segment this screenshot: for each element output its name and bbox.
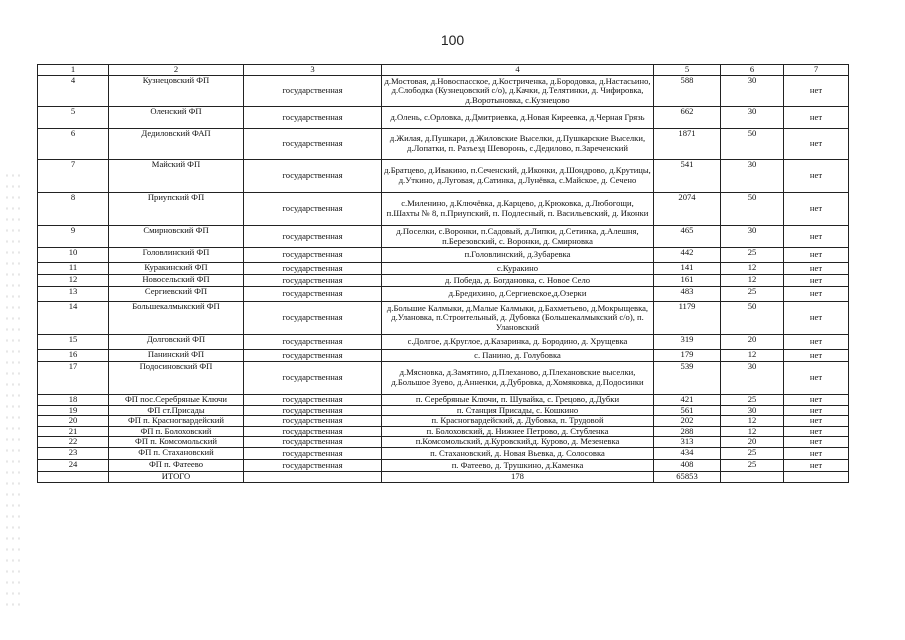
table-cell-facility-name: ФП п. Болоховский: [109, 426, 244, 437]
table-cell-ownership: государственная: [244, 426, 382, 437]
table-cell-population: 141: [654, 263, 721, 275]
table-cell-facility-name: Головлинский ФП: [109, 248, 244, 263]
table-cell-facility-name: ФП п. Фатеево: [109, 459, 244, 471]
table-cell-number: 13: [38, 287, 109, 302]
table-cell-number: 23: [38, 447, 109, 459]
table-cell-ownership: государственная: [244, 437, 382, 448]
table-cell-facility-name: Большекалмыкский ФП: [109, 302, 244, 335]
table-cell-distance: 25: [721, 395, 784, 406]
table-cell-ownership: государственная: [244, 275, 382, 287]
table-cell-settlements: д.Большие Калмыки, д.Малые Калмыки, д.Бахметьево, д.Мокрыщевка, д.Улановка, п.Строительный, д. Дубовка (Большекалмыкский с/о), п. Улановский: [382, 302, 654, 335]
table-cell-flag: нет: [784, 447, 849, 459]
table-row: [38, 275, 849, 287]
table-row: [38, 335, 849, 350]
table-cell-empty: [38, 471, 109, 482]
table-cell-number: 12: [38, 275, 109, 287]
table-cell-flag: нет: [784, 395, 849, 406]
table-cell-facility-name: Приупский ФП: [109, 193, 244, 226]
table-cell-settlements: д.Олень, с.Орловка, д.Дмитриевка, д.Новая Киреевка, д.Черная Грязь: [382, 107, 654, 129]
table-cell-flag: нет: [784, 76, 849, 107]
table-cell-settlements: п.Комсомольский, д.Куровский,д. Курово, д. Мезеневка: [382, 437, 654, 448]
table-cell-settlements: п. Фатеево, д. Трушкино, д.Каменка: [382, 459, 654, 471]
total-population: 65853: [654, 471, 721, 482]
table-row: [38, 405, 849, 416]
table-cell-distance: 30: [721, 226, 784, 248]
table-cell-ownership: государственная: [244, 263, 382, 275]
table-cell-ownership: государственная: [244, 416, 382, 427]
table-cell-population: 161: [654, 275, 721, 287]
table-cell-flag: нет: [784, 248, 849, 263]
table-cell-distance: 25: [721, 459, 784, 471]
table-cell-ownership: государственная: [244, 335, 382, 350]
table-cell-settlements: д.Бредихино, д.Сергиевское,д.Озерки: [382, 287, 654, 302]
table-cell-settlements: п. Болоховский, д. Нижнее Петрово, д. Стубленка: [382, 426, 654, 437]
table-row: [38, 107, 849, 129]
table-cell-distance: 25: [721, 248, 784, 263]
table-cell-population: 541: [654, 160, 721, 193]
table-cell-settlements: с.Миленино, д.Ключёвка, д.Карцево, д.Крюковка, д.Любогощи, п.Шахты № 8, п.Приупский, п. Подлесный, п. Васильевский, д. Иконки: [382, 193, 654, 226]
table-cell-flag: нет: [784, 226, 849, 248]
table-cell-flag: нет: [784, 405, 849, 416]
table-cell-ownership: государственная: [244, 129, 382, 160]
table-cell-settlements: п. Стахановский, д. Новая Вьевка, д. Солосовка: [382, 447, 654, 459]
table-cell-number: 10: [38, 248, 109, 263]
table-cell-distance: 50: [721, 302, 784, 335]
table-cell-population: 2074: [654, 193, 721, 226]
header-cell: 6: [721, 65, 784, 76]
table-cell-distance: 25: [721, 447, 784, 459]
table-cell-facility-name: Подосиновский ФП: [109, 362, 244, 395]
table-cell-facility-name: Майский ФП: [109, 160, 244, 193]
table-cell-flag: нет: [784, 459, 849, 471]
table-cell-ownership: государственная: [244, 350, 382, 362]
table-cell-number: 21: [38, 426, 109, 437]
table-cell-number: 4: [38, 76, 109, 107]
table-cell-facility-name: ФП п. Красногвардейский: [109, 416, 244, 427]
table-cell-ownership: государственная: [244, 248, 382, 263]
header-cell: 2: [109, 65, 244, 76]
table-cell-ownership: государственная: [244, 160, 382, 193]
table-cell-number: 24: [38, 459, 109, 471]
table-row: [38, 129, 849, 160]
table-cell-settlements: п. Станция Присады, с. Кошкино: [382, 405, 654, 416]
table-cell-facility-name: Дедиловский ФАП: [109, 129, 244, 160]
table-cell-settlements: п. Красногвардейский, д. Дубовка, п. Трудовой: [382, 416, 654, 427]
table-row: [38, 76, 849, 107]
table-row: [38, 302, 849, 335]
table-cell-facility-name: Смирновский ФП: [109, 226, 244, 248]
table-cell-population: 408: [654, 459, 721, 471]
table-cell-population: 561: [654, 405, 721, 416]
table-row: [38, 426, 849, 437]
table-cell-distance: 50: [721, 129, 784, 160]
table-cell-population: 1179: [654, 302, 721, 335]
table-cell-population: 319: [654, 335, 721, 350]
scan-margin-specks: [4, 170, 24, 610]
header-row: [38, 65, 849, 76]
table-cell-population: 662: [654, 107, 721, 129]
table-cell-flag: нет: [784, 350, 849, 362]
table-row: [38, 416, 849, 427]
table-cell-facility-name: ФП пос.Серебряные Ключи: [109, 395, 244, 406]
facility-table: [37, 64, 849, 483]
table-cell-flag: нет: [784, 287, 849, 302]
table-cell-number: 20: [38, 416, 109, 427]
table-cell-facility-name: Оленский ФП: [109, 107, 244, 129]
table-cell-settlements: д.Мясновка, д.Замятино, д.Плеханово, д.Плехановские выселки, д.Большое Зуево, д.Анненки, д.Дубровка, д.Хомяковка, д.Подосинки: [382, 362, 654, 395]
table-cell-distance: 20: [721, 335, 784, 350]
header-cell: 7: [784, 65, 849, 76]
header-cell: 1: [38, 65, 109, 76]
table-cell-facility-name: Куракинский ФП: [109, 263, 244, 275]
table-cell-number: 8: [38, 193, 109, 226]
table-cell-ownership: государственная: [244, 302, 382, 335]
total-label: ИТОГО: [109, 471, 244, 482]
table-row: [38, 226, 849, 248]
table-cell-population: 442: [654, 248, 721, 263]
table-cell-settlements: д.Поселки, с.Воронки, п.Садовый, д.Липки, д.Сетинка, д.Алешня, п.Березовский, с. Воронки, д. Смирновка: [382, 226, 654, 248]
header-cell: 4: [382, 65, 654, 76]
table-cell-flag: нет: [784, 263, 849, 275]
table-cell-settlements: д.Братцево, д.Ивакино, п.Сеченский, д.Иконки, д.Шондрово, д.Крутицы, д.Уткино, д.Луговая, д.Сатинка, д.Лунёвка, с.Майское, д. Сечено: [382, 160, 654, 193]
table-cell-settlements: д.Мостовая, д.Новоспасское, д.Костриченка, д.Бородовка, д.Настасьино, д.Слободка (Кузнецовский с/о), д.Качки, д.Телятинки, д. Чифировка, д.Воротыновка, с.Кузнецово: [382, 76, 654, 107]
table-cell-flag: нет: [784, 302, 849, 335]
table-cell-empty: [784, 471, 849, 482]
table-cell-distance: 50: [721, 193, 784, 226]
table-cell-ownership: государственная: [244, 395, 382, 406]
table-cell-distance: 12: [721, 350, 784, 362]
table-cell-ownership: государственная: [244, 193, 382, 226]
table-row: [38, 459, 849, 471]
table-cell-number: 22: [38, 437, 109, 448]
table-cell-facility-name: Долговский ФП: [109, 335, 244, 350]
table-cell-facility-name: Сергиевский ФП: [109, 287, 244, 302]
table-cell-number: 5: [38, 107, 109, 129]
page-number: 100: [440, 32, 465, 48]
table-cell-population: 179: [654, 350, 721, 362]
table-cell-population: 288: [654, 426, 721, 437]
table-cell-facility-name: Панинский ФП: [109, 350, 244, 362]
table-cell-number: 9: [38, 226, 109, 248]
table-cell-ownership: государственная: [244, 226, 382, 248]
table-cell-number: 7: [38, 160, 109, 193]
table-cell-ownership: государственная: [244, 459, 382, 471]
table-cell-number: 18: [38, 395, 109, 406]
table-cell-settlements: д.Жилая, д.Пушкари, д.Жиловские Выселки, д.Пушкарские Выселки, д.Лопатки, п. Разъезд Шеворонь, с.Дедилово, п.Зареченский: [382, 129, 654, 160]
table-cell-flag: нет: [784, 362, 849, 395]
header-cell: 3: [244, 65, 382, 76]
table-cell-number: 17: [38, 362, 109, 395]
table-cell-number: 19: [38, 405, 109, 416]
table-cell-flag: нет: [784, 193, 849, 226]
table-cell-empty: [244, 471, 382, 482]
table-cell-distance: 30: [721, 160, 784, 193]
table-cell-facility-name: Кузнецовский ФП: [109, 76, 244, 107]
table-cell-settlements: п.Головлинский, д.Зубаревка: [382, 248, 654, 263]
table-row: [38, 350, 849, 362]
table-cell-flag: нет: [784, 107, 849, 129]
table-cell-number: 14: [38, 302, 109, 335]
table-cell-population: 483: [654, 287, 721, 302]
table-cell-distance: 20: [721, 437, 784, 448]
table-cell-ownership: государственная: [244, 107, 382, 129]
table-row: [38, 287, 849, 302]
table-cell-distance: 30: [721, 405, 784, 416]
table-cell-distance: 12: [721, 416, 784, 427]
table-cell-number: 6: [38, 129, 109, 160]
table-cell-number: 15: [38, 335, 109, 350]
table-row: [38, 447, 849, 459]
total-settlements-count: 178: [382, 471, 654, 482]
table-cell-ownership: государственная: [244, 362, 382, 395]
table-row: [38, 248, 849, 263]
table-cell-distance: 12: [721, 263, 784, 275]
table-cell-facility-name: ФП п. Стахановский: [109, 447, 244, 459]
table-cell-distance: 30: [721, 76, 784, 107]
table-cell-number: 16: [38, 350, 109, 362]
table-cell-ownership: государственная: [244, 76, 382, 107]
table-cell-distance: 12: [721, 426, 784, 437]
table-row: [38, 437, 849, 448]
table-cell-ownership: государственная: [244, 447, 382, 459]
table-cell-number: 11: [38, 263, 109, 275]
table-cell-population: 202: [654, 416, 721, 427]
table-cell-facility-name: ФП п. Комсомольский: [109, 437, 244, 448]
table-cell-flag: нет: [784, 426, 849, 437]
total-row: [38, 471, 849, 482]
table-cell-flag: нет: [784, 437, 849, 448]
table-cell-ownership: государственная: [244, 405, 382, 416]
table-cell-distance: 30: [721, 107, 784, 129]
table-row: [38, 263, 849, 275]
table-cell-distance: 25: [721, 287, 784, 302]
table-cell-population: 465: [654, 226, 721, 248]
table-row: [38, 193, 849, 226]
table-cell-flag: нет: [784, 335, 849, 350]
table-cell-settlements: с.Долгое, д.Круглое, д.Казаринка, д. Бородино, д. Хрущевка: [382, 335, 654, 350]
table-cell-flag: нет: [784, 160, 849, 193]
table-cell-distance: 30: [721, 362, 784, 395]
table-cell-facility-name: Новосельский ФП: [109, 275, 244, 287]
table-cell-distance: 12: [721, 275, 784, 287]
table-cell-population: 588: [654, 76, 721, 107]
table-cell-ownership: государственная: [244, 287, 382, 302]
table-cell-settlements: д. Победа, д. Богдановка, с. Новое Село: [382, 275, 654, 287]
table-cell-population: 434: [654, 447, 721, 459]
table-row: [38, 395, 849, 406]
table-cell-facility-name: ФП ст.Присады: [109, 405, 244, 416]
table-cell-flag: нет: [784, 416, 849, 427]
table-cell-population: 313: [654, 437, 721, 448]
table-cell-population: 539: [654, 362, 721, 395]
table-row: [38, 362, 849, 395]
table-cell-flag: нет: [784, 129, 849, 160]
table-cell-population: 421: [654, 395, 721, 406]
table-cell-settlements: с.Куракино: [382, 263, 654, 275]
header-cell: 5: [654, 65, 721, 76]
table-cell-settlements: с. Панино, д. Голубовка: [382, 350, 654, 362]
table-cell-empty: [721, 471, 784, 482]
table-cell-settlements: п. Серебряные Ключи, п. Шувайка, с. Грецово, д.Дубки: [382, 395, 654, 406]
table-cell-population: 1871: [654, 129, 721, 160]
table-cell-flag: нет: [784, 275, 849, 287]
table-row: [38, 160, 849, 193]
